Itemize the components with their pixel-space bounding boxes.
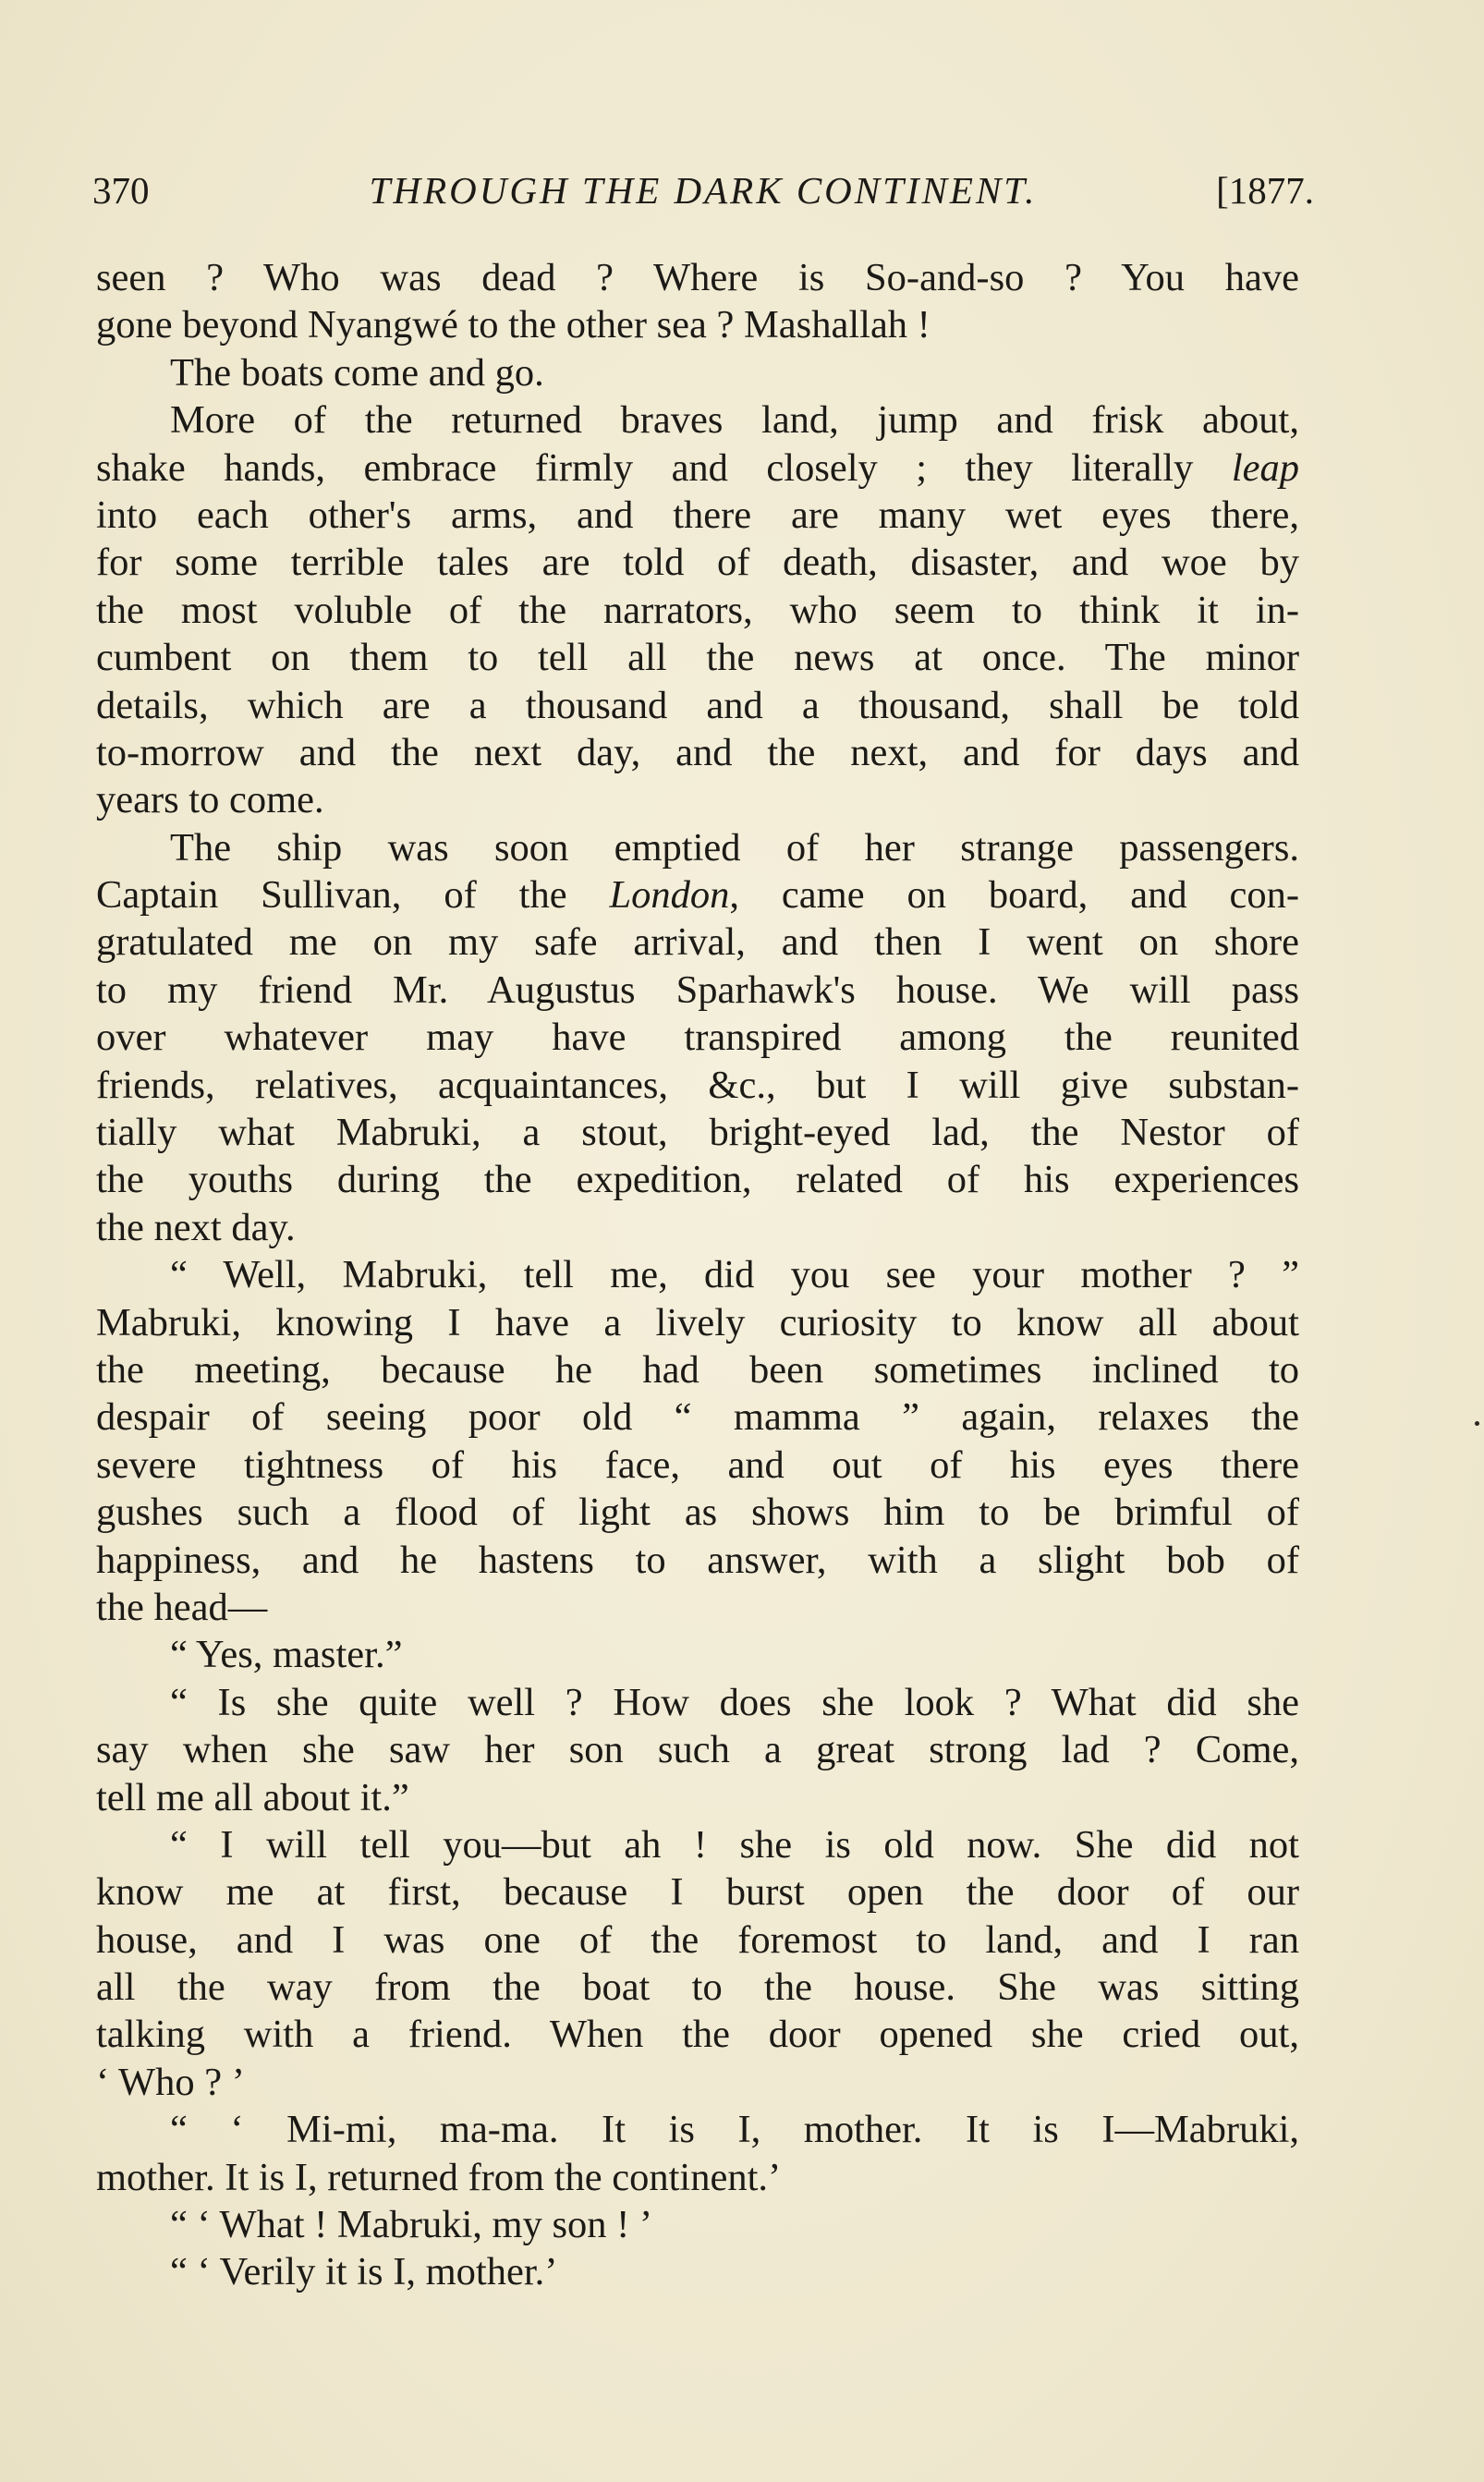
text-line: to-morrow and the next day, and the next, and for days and bbox=[96, 730, 1299, 774]
text-line: The ship was soon emptied of her strange passengers. bbox=[170, 825, 1299, 870]
text-line: the youths during the expedition, related of his experiences bbox=[96, 1158, 1299, 1202]
text-line: know me at first, because I burst open the door of our bbox=[96, 1870, 1299, 1915]
text-line: tially what Mabruki, a stout, bright-eyed lad, the Nestor of bbox=[96, 1111, 1299, 1155]
text-line: “ Yes, master.” bbox=[170, 1633, 403, 1677]
running-header bbox=[92, 163, 1314, 218]
text-line: to my friend Mr. Augustus Sparhawk's house. We will pass bbox=[96, 967, 1299, 1012]
text-line: the next day. bbox=[96, 1205, 296, 1249]
text-line: the meeting, because he had been sometimes inclined to bbox=[96, 1347, 1299, 1392]
text-line: gone beyond Nyangwé to the other sea ? Mashallah ! bbox=[96, 303, 931, 347]
text-line: “ ‘ What ! Mabruki, my son ! ’ bbox=[170, 2203, 653, 2247]
body-text bbox=[96, 254, 1299, 2296]
text-line: Captain Sullivan, of the London, came on board, and con- bbox=[96, 873, 1299, 918]
text-line: gratulated me on my safe arrival, and then I went on shore bbox=[96, 920, 1299, 965]
text-line: the most voluble of the narrators, who seem to think it in- bbox=[96, 588, 1299, 632]
text-line: seen ? Who was dead ? Where is So-and-so ? You have bbox=[96, 256, 1299, 299]
page-number: 370 bbox=[92, 169, 150, 212]
margin-speck bbox=[1475, 1421, 1479, 1426]
text-line: all the way from the boat to the house. She was sitting bbox=[96, 1965, 1299, 2010]
text-line: friends, relatives, acquaintances, &c., but I will give substan- bbox=[96, 1063, 1299, 1107]
text-line: house, and I was one of the foremost to land, and I ran bbox=[96, 1917, 1299, 1962]
header-year: [1877. bbox=[1216, 169, 1314, 212]
text-line: More of the returned braves land, jump and frisk about, bbox=[170, 398, 1299, 443]
text-line: cumbent on them to tell all the news at once. The minor bbox=[96, 636, 1299, 680]
text-line: tell me all about it.” bbox=[96, 1775, 409, 1819]
text-line: shake hands, embrace firmly and closely ; they literally leap bbox=[96, 445, 1299, 490]
text-line: “ ‘ Verily it is I, mother.’ bbox=[170, 2250, 558, 2294]
text-line: “ Is she quite well ? How does she look ? What did she bbox=[170, 1680, 1299, 1724]
running-title: THROUGH THE DARK CONTINENT. bbox=[369, 169, 1038, 212]
text-line: for some terrible tales are told of death, disaster, and woe by bbox=[96, 541, 1299, 585]
text-line: over whatever may have transpired among the reunited bbox=[96, 1016, 1299, 1060]
text-line: The boats come and go. bbox=[170, 350, 544, 395]
text-line: details, which are a thousand and a thousand, shall be told bbox=[96, 683, 1299, 727]
text-line: talking with a friend. When the door opened she cried out, bbox=[96, 2013, 1299, 2057]
text-line: “ I will tell you—but ah ! she is old now. She did not bbox=[170, 1822, 1299, 1867]
text-line: Mabruki, knowing I have a lively curiosity to know all about bbox=[96, 1300, 1299, 1344]
text-line: years to come. bbox=[96, 778, 324, 822]
text-line: gushes such a flood of light as shows him to be brimful of bbox=[96, 1490, 1299, 1535]
text-line: into each other's arms, and there are many wet eyes there, bbox=[96, 493, 1299, 537]
text-line: “ ‘ Mi-mi, ma-ma. It is I, mother. It is I—Mabruki, bbox=[170, 2108, 1299, 2152]
text-line: happiness, and he hastens to answer, with a slight bob of bbox=[96, 1538, 1299, 1582]
text-line: “ Well, Mabruki, tell me, did you see your mother ? ” bbox=[170, 1253, 1299, 1297]
text-line: ‘ Who ? ’ bbox=[96, 2060, 245, 2104]
text-line: the head— bbox=[96, 1585, 268, 1629]
text-line: despair of seeing poor old “ mamma ” again, relaxes the bbox=[96, 1395, 1299, 1440]
text-line: mother. It is I, returned from the continent.’ bbox=[96, 2155, 782, 2199]
text-line: severe tightness of his face, and out of his eyes there bbox=[96, 1442, 1299, 1487]
text-line: say when she saw her son such a great strong lad ? Come, bbox=[96, 1728, 1299, 1772]
